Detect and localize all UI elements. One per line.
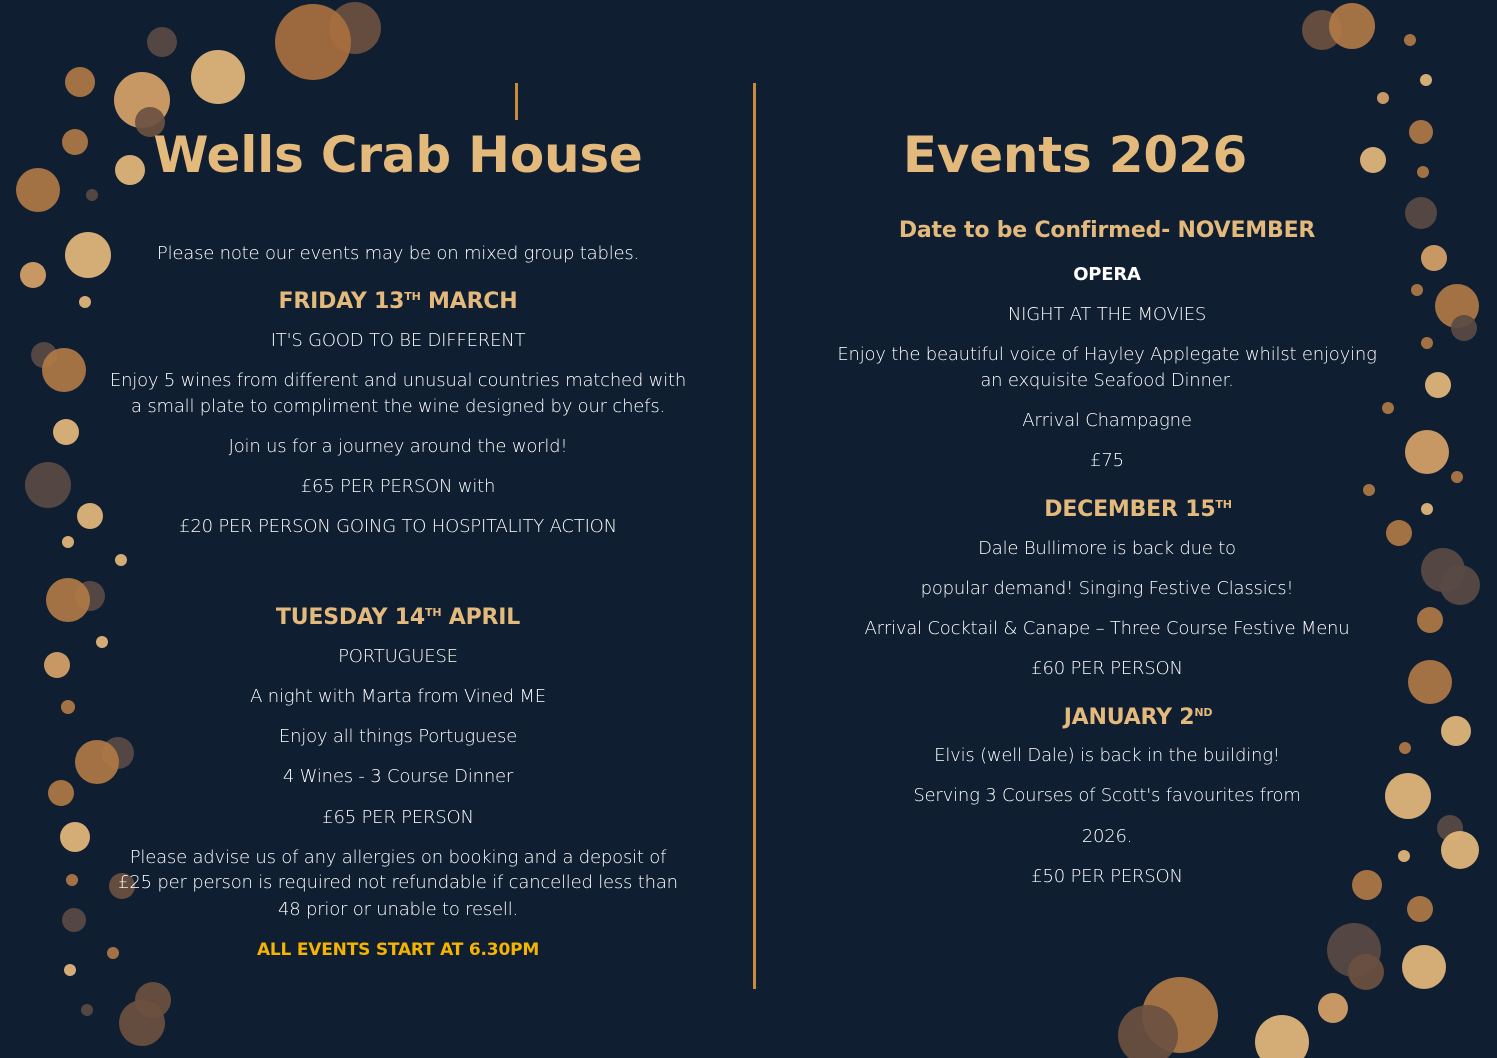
bubble-dot — [1417, 607, 1443, 633]
bubble-dot — [1421, 245, 1447, 271]
bubble-dot — [1405, 430, 1449, 474]
bubble-dot — [53, 419, 79, 445]
bubble-dot — [1386, 520, 1412, 546]
event-theme: PORTUGUESE — [338, 646, 458, 667]
event-description: an exquisite Seafood Dinner. — [980, 370, 1234, 391]
bubble-dot — [62, 129, 88, 155]
mixed-tables-note: Please note our events may be on mixed group tables. — [156, 243, 640, 264]
bubble-dot — [1408, 660, 1452, 704]
bubble-dot — [275, 4, 351, 80]
bubble-dot — [96, 636, 108, 648]
title-accent-bar — [515, 83, 518, 120]
event-description: Elvis (well Dale) is back in the building! — [934, 745, 1280, 766]
bubble-dot — [1404, 34, 1416, 46]
bubble-dot — [66, 874, 78, 886]
bubble-dot — [65, 232, 111, 278]
event-tagline: Join us for a journey around the world! — [228, 436, 568, 457]
bubble-dot — [62, 536, 74, 548]
event-theme: NIGHT AT THE MOVIES — [1007, 304, 1207, 325]
bubble-dot — [1409, 120, 1433, 144]
bubble-dot — [1417, 166, 1429, 178]
bubble-dot — [1363, 484, 1375, 496]
allergy-note: Please advise us of any allergies on booking and a deposit of — [129, 847, 667, 868]
event-menu: 4 Wines - 3 Course Dinner — [282, 766, 514, 787]
bubble-dot — [60, 822, 90, 852]
bubble-dot — [1377, 92, 1389, 104]
bubble-dot — [62, 908, 86, 932]
event-charity: £20 PER PERSON GOING TO HOSPITALITY ACTION — [179, 516, 617, 537]
event-extra: Arrival Champagne — [1022, 410, 1192, 431]
bubble-dot — [44, 652, 70, 678]
event-theme: IT'S GOOD TO BE DIFFERENT — [270, 330, 526, 351]
allergy-note: £25 per person is required not refundable if cancelled less than — [118, 872, 678, 893]
event-heading-november: Date to be Confirmed- NOVEMBER — [898, 218, 1316, 243]
bubble-dot — [1407, 896, 1433, 922]
bubble-dot — [1399, 742, 1411, 754]
start-time-notice: ALL EVENTS START AT 6.30PM — [256, 940, 540, 960]
event-price: £60 PER PERSON — [1031, 658, 1183, 679]
bubble-dot — [1421, 503, 1433, 515]
bubble-dot — [1441, 831, 1479, 869]
bubble-dot — [1421, 337, 1433, 349]
bubble-dot — [86, 189, 98, 201]
event-description: Serving 3 Courses of Scott's favourites from — [913, 785, 1301, 806]
event-description: 2026. — [1081, 826, 1133, 847]
event-menu: Arrival Cocktail & Canape – Three Course Festive Menu — [864, 618, 1350, 639]
allergy-note: 48 prior or unable to resell. — [277, 899, 519, 920]
event-description: Enjoy the beautiful voice of Hayley Applegate whilst enjoying — [837, 344, 1377, 365]
bubble-dot — [115, 554, 127, 566]
bubble-dot — [25, 462, 71, 508]
event-description: popular demand! Singing Festive Classics! — [920, 578, 1294, 599]
bubble-dot — [1451, 315, 1477, 341]
bubble-dot — [1398, 850, 1410, 862]
bubble-dot — [1440, 565, 1480, 605]
page-title: Wells Crab House — [153, 126, 643, 184]
event-host: A night with Marta from Vined ME — [250, 686, 546, 707]
bubble-dot — [1441, 716, 1471, 746]
event-price: £65 PER PERSON — [322, 807, 474, 828]
events-title: Events 2026 — [902, 126, 1248, 184]
event-description: Enjoy all things Portuguese — [278, 726, 518, 747]
bubble-dot — [147, 27, 177, 57]
bubble-dot — [1255, 1015, 1309, 1058]
bubble-dot — [1348, 954, 1384, 990]
event-price: £75 — [1090, 450, 1124, 471]
event-heading-friday-march: FRIDAY 13TH MARCH — [278, 289, 518, 314]
bubble-dot — [1420, 74, 1432, 86]
event-price: £65 PER PERSON with — [300, 476, 496, 497]
column-divider — [753, 83, 756, 989]
bubble-dot — [79, 296, 91, 308]
event-description: a small plate to compliment the wine designed by our chefs. — [130, 396, 666, 417]
event-heading-january: JANUARY 2ND — [1063, 705, 1213, 730]
event-category: OPERA — [1073, 264, 1141, 285]
bubble-dot — [115, 155, 145, 185]
bubble-dot — [1402, 945, 1446, 989]
bubble-dot — [16, 168, 60, 212]
bubble-dot — [1360, 147, 1386, 173]
bubble-dot — [1411, 284, 1423, 296]
bubble-dot — [77, 503, 103, 529]
bubble-dot — [64, 964, 76, 976]
bubble-dot — [65, 67, 95, 97]
bubble-dot — [1405, 197, 1437, 229]
bubble-dot — [1385, 773, 1431, 819]
bubble-dot — [1382, 402, 1394, 414]
event-price: £50 PER PERSON — [1031, 866, 1183, 887]
bubble-dot — [1329, 3, 1375, 49]
bubble-dot — [191, 50, 245, 104]
bubble-dot — [1318, 993, 1348, 1023]
bubble-dot — [61, 700, 75, 714]
bubble-dot — [119, 1000, 165, 1046]
bubble-dot — [75, 740, 119, 784]
bubble-dot — [1352, 870, 1382, 900]
bubble-dot — [81, 1004, 93, 1016]
bubble-dot — [1451, 471, 1463, 483]
bubble-dot — [1425, 372, 1451, 398]
event-description: Enjoy 5 wines from different and unusual countries matched with — [109, 370, 687, 391]
bubble-dot — [48, 780, 74, 806]
event-description: Dale Bullimore is back due to — [978, 538, 1236, 559]
event-heading-december: DECEMBER 15TH — [1044, 497, 1232, 522]
bubble-dot — [107, 947, 119, 959]
event-heading-tuesday-april: TUESDAY 14TH APRIL — [275, 605, 521, 630]
bubble-dot — [20, 262, 46, 288]
bubble-dot — [46, 578, 90, 622]
bubble-dot — [42, 348, 86, 392]
